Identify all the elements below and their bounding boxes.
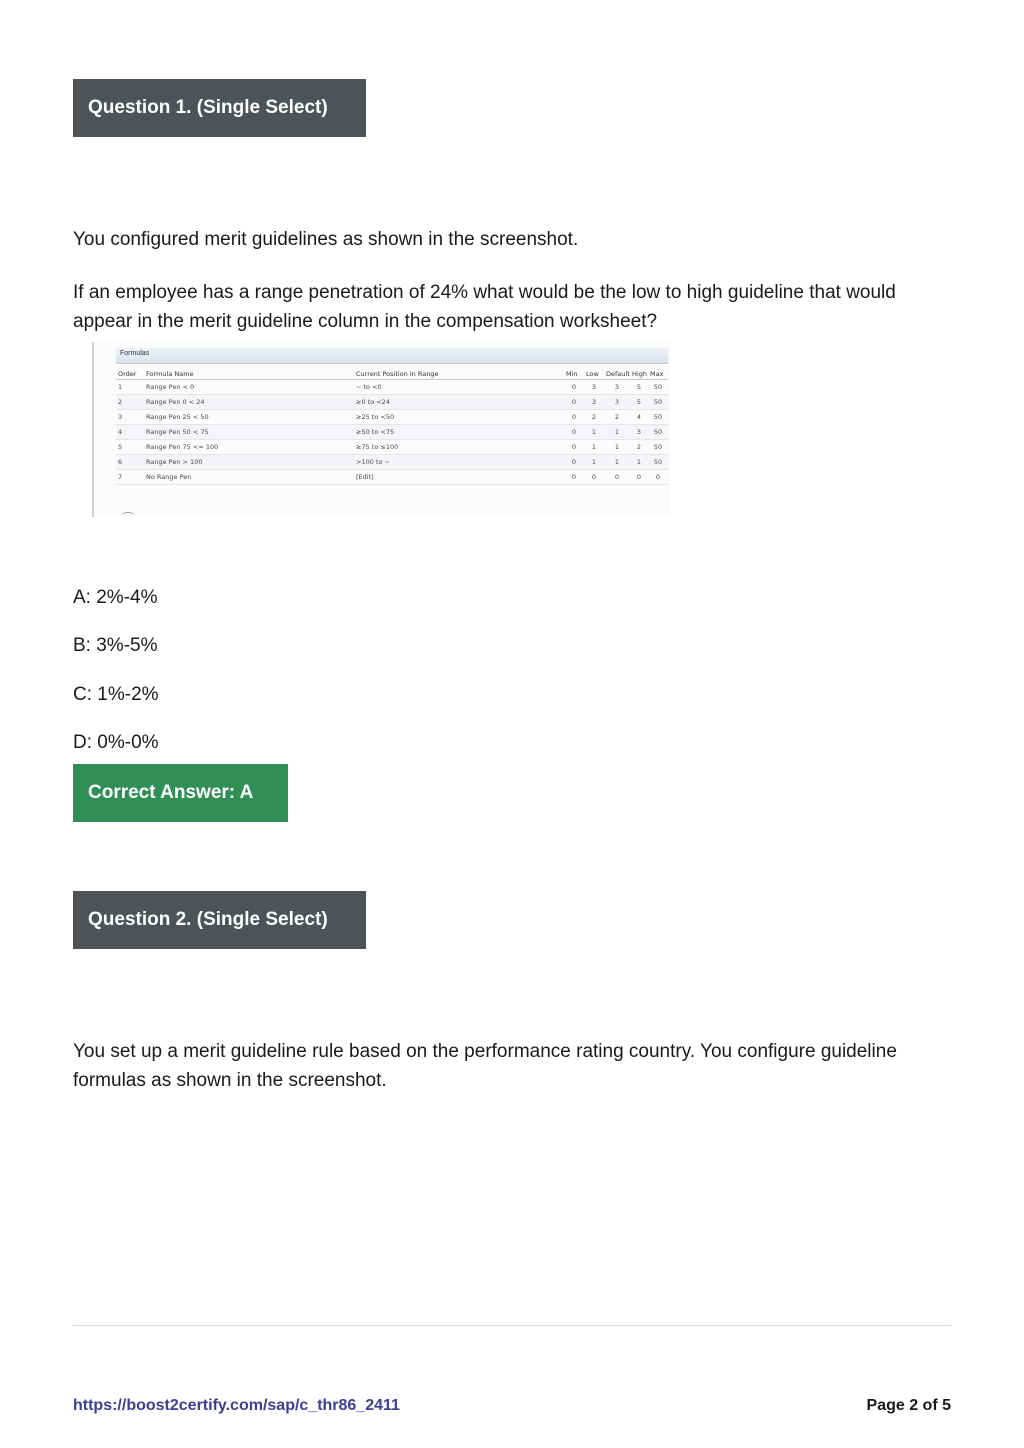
- table-cell: 0: [564, 425, 584, 440]
- table-row: [116, 470, 668, 485]
- column-header: Formula Name: [144, 368, 354, 380]
- table-cell: 1: [116, 380, 144, 395]
- table-cell: 3: [630, 425, 648, 440]
- table-cell: 1: [630, 455, 648, 470]
- table-cell: 3: [116, 410, 144, 425]
- question-1-intro: You configured merit guidelines as shown in the screenshot.: [73, 229, 579, 250]
- column-header: Current Position in Range: [354, 368, 564, 380]
- table-cell: 50: [648, 410, 668, 425]
- table-cell: 1: [604, 425, 630, 440]
- correct-answer-badge: Correct Answer: A: [73, 764, 288, 822]
- table-row: [116, 410, 668, 425]
- table-cell: 0: [564, 380, 584, 395]
- table-cell: 2: [584, 410, 604, 425]
- table-cell: [Edit]: [354, 470, 564, 485]
- column-header: High: [632, 369, 647, 378]
- table-cell: 5: [630, 380, 648, 395]
- table-cell: Range Pen < 0: [144, 380, 354, 395]
- question-1-prompt: If an employee has a range penetration of 24% what would be the low to high guideline that would appear in the merit guideline column in the compensation worksheet?: [73, 282, 896, 332]
- table-cell: 2: [630, 440, 648, 455]
- screenshot-decoration: [122, 512, 134, 517]
- table-cell: Range Pen > 100: [144, 455, 354, 470]
- table-cell: 1: [584, 425, 604, 440]
- table-cell: 6: [116, 455, 144, 470]
- table-cell: No Range Pen: [144, 470, 354, 485]
- formulas-table: [116, 368, 668, 485]
- table-cell: 2: [116, 395, 144, 410]
- table-cell: 4: [116, 425, 144, 440]
- table-cell: 0: [604, 470, 630, 485]
- table-cell: Range Pen 0 < 24: [144, 395, 354, 410]
- table-cell: ~ to <0: [354, 380, 564, 395]
- table-header-row: [116, 368, 668, 380]
- table-cell: ≥25 to <50: [354, 410, 564, 425]
- table-cell: 50: [648, 425, 668, 440]
- table-cell: 0: [564, 410, 584, 425]
- table-cell: ≥75 to ≤100: [354, 440, 564, 455]
- table-cell: 5: [630, 395, 648, 410]
- table-cell: 7: [116, 470, 144, 485]
- table-cell: Range Pen 75 <= 100: [144, 440, 354, 455]
- footer-divider: [73, 1325, 951, 1326]
- table-row: [116, 425, 668, 440]
- table-cell: Range Pen 50 < 75: [144, 425, 354, 440]
- column-header: Default: [606, 369, 630, 378]
- table-row: [116, 395, 668, 410]
- table-cell: ≥50 to <75: [354, 425, 564, 440]
- question-1-header: Question 1. (Single Select): [73, 79, 366, 137]
- table-cell: 50: [648, 395, 668, 410]
- table-cell: 1: [584, 455, 604, 470]
- table-cell: 50: [648, 440, 668, 455]
- column-header: Min: [564, 368, 584, 380]
- question-2-header: Question 2. (Single Select): [73, 891, 366, 949]
- column-header: Max: [648, 368, 668, 380]
- table-cell: 0: [648, 470, 668, 485]
- table-cell: 5: [116, 440, 144, 455]
- table-cell: 0: [630, 470, 648, 485]
- option-b: B: 3%-5%: [73, 635, 158, 656]
- table-cell: 1: [584, 440, 604, 455]
- footer-link[interactable]: https://boost2certify.com/sap/c_thr86_2411: [73, 1397, 400, 1414]
- page-number: Page 2 of 5: [866, 1397, 951, 1414]
- table-cell: 0: [564, 470, 584, 485]
- option-d: D: 0%-0%: [73, 732, 159, 753]
- option-c: C: 1%-2%: [73, 684, 159, 705]
- question-2-intro: You set up a merit guideline rule based on the performance rating country. You configure guideline formulas as shown in the screenshot.: [73, 1041, 897, 1091]
- table-row: [116, 455, 668, 470]
- table-cell: 0: [564, 455, 584, 470]
- table-cell: Range Pen 25 < 50: [144, 410, 354, 425]
- table-cell: 3: [584, 380, 604, 395]
- option-a: A: 2%-4%: [73, 587, 158, 608]
- table-cell: 4: [630, 410, 648, 425]
- table-cell: 1: [604, 455, 630, 470]
- screenshot-title: Formulas: [120, 350, 150, 357]
- table-cell: 3: [604, 380, 630, 395]
- table-cell: 50: [648, 455, 668, 470]
- table-cell: 0: [564, 440, 584, 455]
- table-cell: 1: [604, 440, 630, 455]
- table-cell: 0: [584, 470, 604, 485]
- table-cell: 3: [584, 395, 604, 410]
- column-header: Order: [116, 368, 144, 380]
- table-row: [116, 440, 668, 455]
- table-cell: ≥0 to <24: [354, 395, 564, 410]
- column-header: Low: [584, 368, 604, 380]
- formulas-screenshot: [92, 342, 670, 517]
- table-cell: 3: [604, 395, 630, 410]
- screenshot-title-bar: [116, 348, 668, 364]
- table-row: [116, 380, 668, 395]
- table-cell: 50: [648, 380, 668, 395]
- table-cell: 0: [564, 395, 584, 410]
- table-cell: 2: [604, 410, 630, 425]
- table-cell: >100 to ~: [354, 455, 564, 470]
